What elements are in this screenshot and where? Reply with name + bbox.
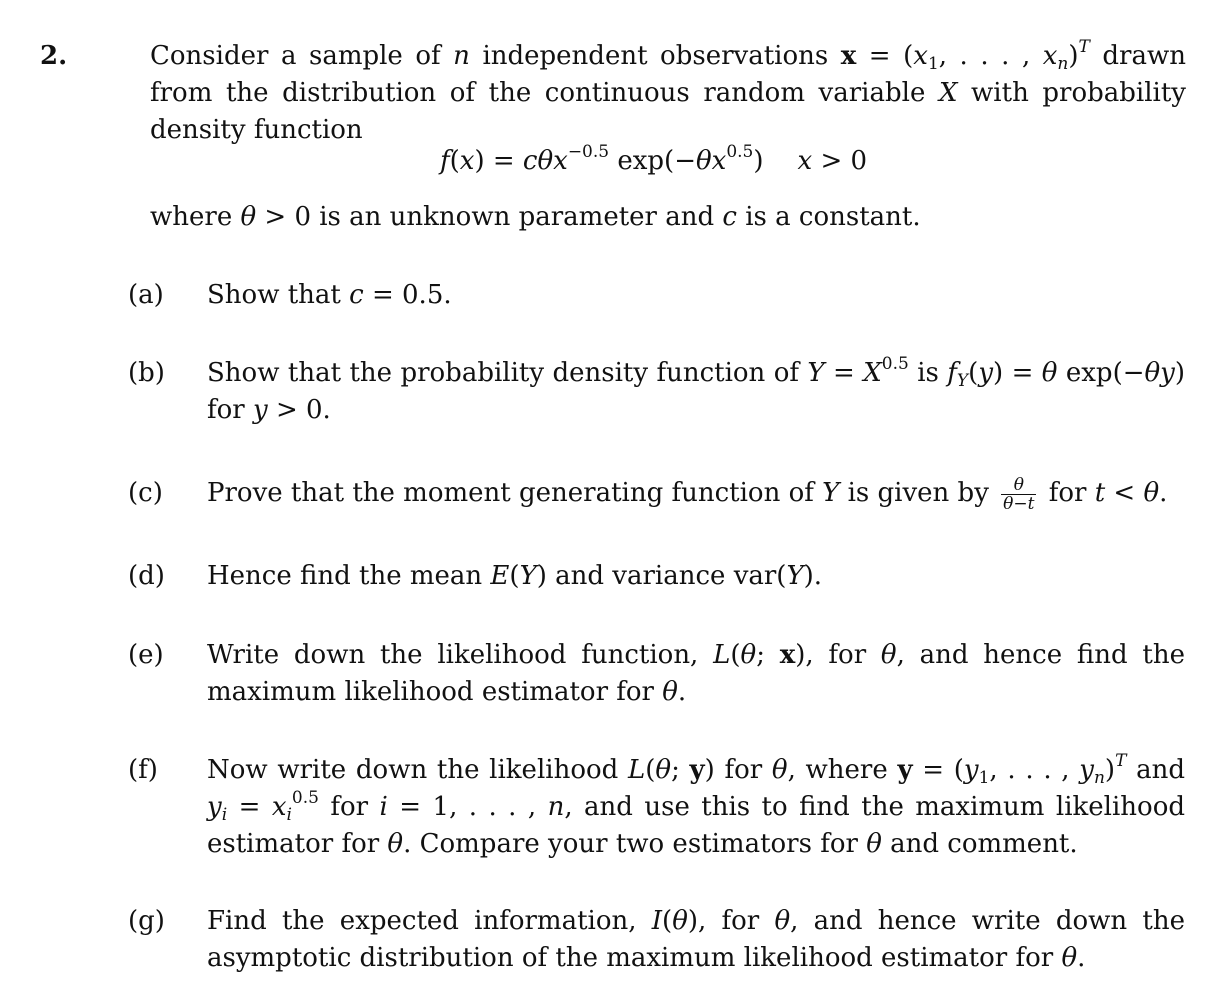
mgf-fraction: $\frac{\theta}{\theta-t}$ — [1003, 474, 1035, 514]
part-text-f: Now write down the likelihood L(θ; y) for θ, where $y = (y_1$, . . . , $y_n)^T$ and $y_i = x_i^{0.5}$ for i = 1, . . . , n, and use this to find the maximum likelihood estimator for θ. Compare your two estimators for θ and comment. — [207, 751, 1186, 859]
part-label-g: (g) — [128, 906, 165, 936]
part-label-a: (a) — [128, 280, 164, 310]
part-text-a: Show that c = 0.5. — [207, 280, 452, 310]
part-label-c: (c) — [128, 478, 163, 508]
part-text-b: Show that the probability density function of $Y = X^{0.5}$ is $f_Y(y) = \theta$ exp(−θy) for y > 0. — [207, 354, 1185, 425]
question-intro — [150, 38, 1186, 149]
part-label-b: (b) — [128, 358, 165, 388]
part-label-e: (e) — [128, 640, 164, 670]
part-text-e: Write down the likelihood function, L(θ; x), for θ, and hence find the maximum likelihood estimator for θ. — [207, 640, 1185, 707]
pdf-condition: x > 0 — [797, 146, 868, 176]
part-text-c: Prove that the moment generating function of Y is given by $\frac{\theta}{\theta-t}$ for t < θ. — [207, 474, 1168, 514]
part-label-d: (d) — [128, 561, 165, 591]
part-text-d: Hence find the mean E(Y) and variance var(Y). — [207, 561, 823, 591]
part-text-g: Find the expected information, I(θ), for θ, and hence write down the asymptotic distribution of the maximum likelihood estimator for θ. — [207, 906, 1185, 973]
pdf-formula: f(x) = cθx$^{-0.5}$ $\exp(-\theta x^{0.5}) x > 0$ — [440, 142, 868, 176]
where-text: where θ > 0 is an unknown parameter and c is a constant. — [150, 202, 921, 232]
intro-text: Consider a sample of n independent observations $x = (x_1$, . . . , $x_n)^T$ drawn from the distribution of the continuous random variable X with probability density function — [150, 37, 1186, 145]
part-label-f: (f) — [128, 755, 158, 785]
question-number: 2. — [40, 41, 68, 71]
